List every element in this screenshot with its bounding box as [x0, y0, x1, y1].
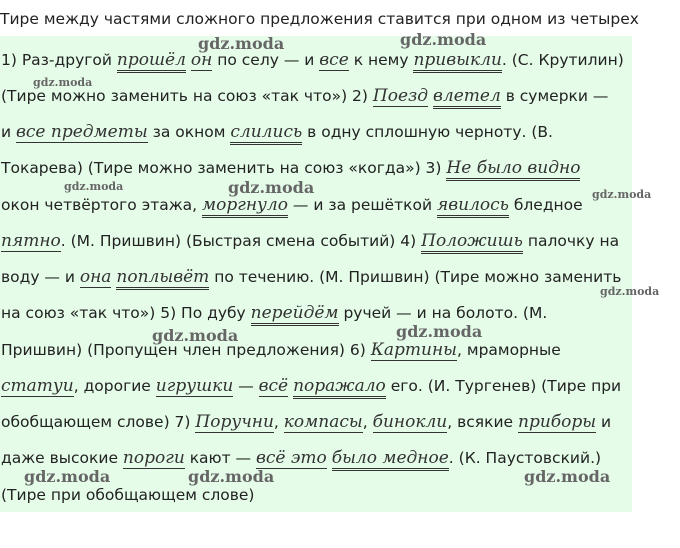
text-line: [1, 122, 553, 142]
plain-text: обобщающем слове) 7): [1, 413, 196, 431]
watermark: gdz.moda: [600, 285, 660, 298]
subject-word: Картины: [370, 340, 458, 360]
predicate-word: моргнуло: [202, 195, 288, 218]
subject-word: Поручни: [195, 412, 274, 432]
text-line: [1, 340, 561, 360]
plain-text: , мраморные: [457, 341, 561, 359]
plain-text: (Тире можно заменить на союз «так что») 2): [1, 87, 373, 105]
plain-text: ,: [362, 413, 373, 431]
text-line: [1, 303, 547, 323]
watermark: gdz.moda: [33, 76, 93, 89]
plain-text: его. (И. Тургенев) (Тире при: [385, 377, 622, 395]
predicate-word: влетел: [433, 86, 501, 109]
text-line: [1, 86, 608, 106]
subject-word: все предметы: [16, 122, 148, 142]
subject-word: бинокли: [372, 412, 448, 432]
text-line: [1, 412, 611, 432]
subject-word: всё это: [255, 448, 327, 468]
subject-word: пороги: [122, 448, 185, 468]
text-line: [1, 195, 583, 215]
subject-word: пятно: [1, 231, 61, 251]
watermark: gdz.moda: [64, 180, 124, 193]
plain-text: окон четвёртого этажа,: [1, 196, 203, 214]
predicate-word: перейдём: [251, 303, 339, 326]
plain-text: по течению. (М. Пришвин) (Тире можно заменить: [209, 268, 622, 286]
predicate-word: Положишь: [421, 231, 523, 254]
watermark: gdz.moda: [198, 34, 285, 53]
watermark: gdz.moda: [228, 178, 315, 197]
plain-text: . (К. Паустовский.): [448, 449, 602, 467]
watermark: gdz.moda: [152, 326, 239, 345]
plain-text: 1) Раз-другой: [1, 51, 117, 69]
plain-text: к нему: [348, 51, 414, 69]
plain-text: в одну сплошную черноту. (В.: [302, 123, 553, 141]
predicate-word: было медное: [332, 448, 449, 471]
predicate-word: поражало: [293, 376, 386, 399]
predicate-word: привыкли: [413, 50, 501, 73]
predicate-word: явилось: [437, 195, 509, 218]
plain-text: —: [233, 377, 259, 395]
watermark: gdz.moda: [396, 322, 483, 341]
plain-text: — и за решёткой: [287, 196, 437, 214]
subject-word: она: [79, 267, 112, 287]
plain-text: ,: [273, 413, 284, 431]
watermark: gdz.moda: [524, 467, 611, 486]
text-line: [1, 376, 621, 396]
plain-text: за окном: [147, 123, 231, 141]
plain-text: и: [1, 123, 17, 141]
text-line: [1, 448, 601, 468]
plain-text: , дорогие: [73, 377, 156, 395]
subject-word: всё: [258, 376, 289, 396]
watermark: gdz.moda: [592, 188, 652, 201]
header-line: Тире между частями сложного предложения ставится при одном из четырех: [0, 10, 639, 28]
subject-word: он: [190, 50, 213, 70]
predicate-word: поплывёт: [116, 267, 209, 290]
subject-word: игрушки: [155, 376, 234, 396]
predicate-word: прошёл: [117, 50, 186, 73]
plain-text: , всякие: [447, 413, 518, 431]
subject-word: приборы: [518, 412, 597, 432]
plain-text: (Тире при обобщающем слове): [1, 486, 255, 504]
text-line: [1, 50, 624, 70]
plain-text: на союз «так что») 5) По дубу: [1, 304, 251, 322]
plain-text: [327, 449, 332, 467]
subject-word: компасы: [283, 412, 363, 432]
text-line: [1, 485, 254, 505]
plain-text: палочку на: [522, 232, 620, 250]
text-line: [1, 158, 580, 178]
subject-word: все: [319, 50, 349, 70]
plain-text: Токарева) (Тире можно заменить на союз «когда») 3): [1, 159, 447, 177]
plain-text: . (С. Крутилин): [501, 51, 624, 69]
text-line: [1, 267, 621, 287]
plain-text: даже высокие: [1, 449, 123, 467]
plain-text: по селу — и: [212, 51, 320, 69]
text-line: [1, 231, 619, 251]
predicate-word: Не было видно: [446, 158, 580, 181]
predicate-word: слились: [230, 122, 302, 145]
subject-word: статуи: [1, 376, 74, 396]
watermark: gdz.moda: [400, 30, 487, 49]
plain-text: в сумерки —: [500, 87, 609, 105]
plain-text: бледное: [508, 196, 583, 214]
plain-text: воду — и: [1, 268, 80, 286]
watermark: gdz.moda: [188, 467, 275, 486]
plain-text: ручей — и на болото. (М.: [338, 304, 548, 322]
plain-text: кают —: [184, 449, 256, 467]
subject-word: Поезд: [372, 86, 429, 106]
plain-text: . (М. Пришвин) (Быстрая смена событий) 4): [60, 232, 422, 250]
plain-text: и: [596, 413, 612, 431]
watermark: gdz.moda: [24, 467, 111, 486]
plain-text: Пришвин) (Пропущен член предложения) 6): [1, 341, 371, 359]
